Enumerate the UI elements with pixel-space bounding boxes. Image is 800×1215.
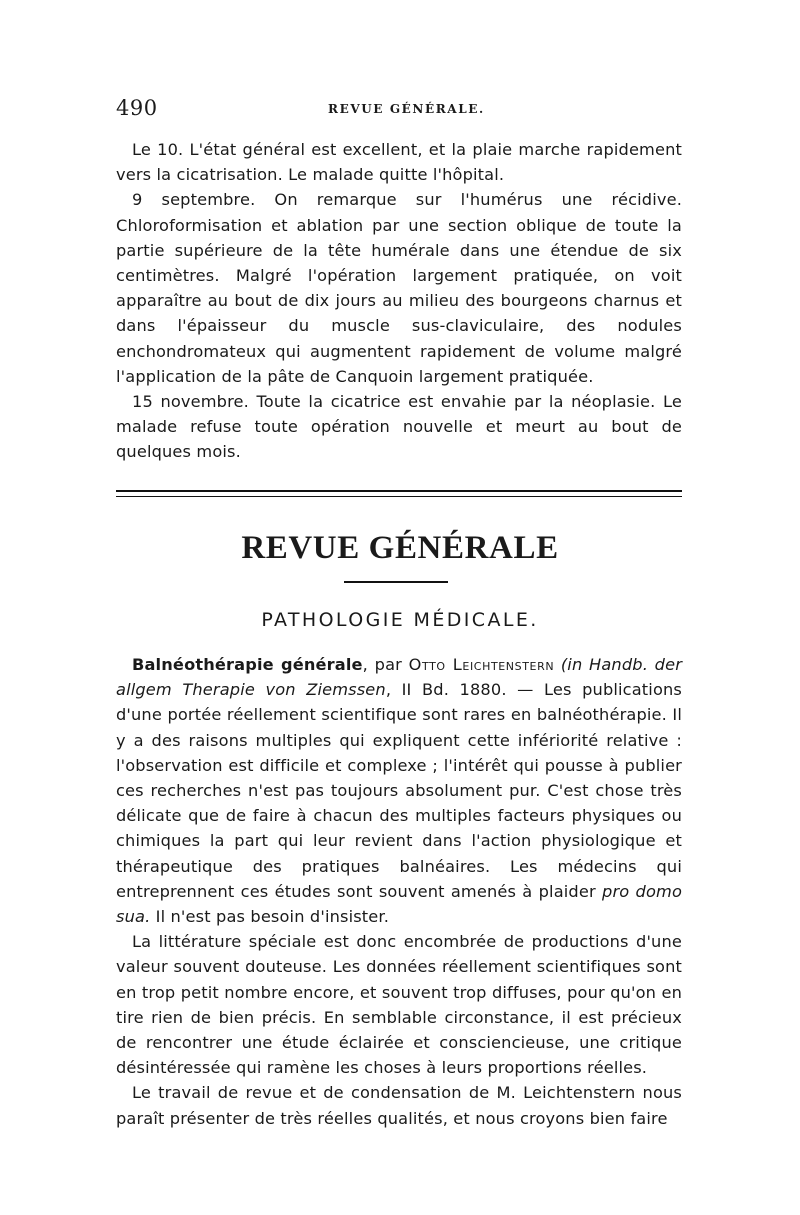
- article-citation-rest: , II Bd. 1880. —: [385, 680, 534, 700]
- case-report-text: [116, 137, 682, 465]
- byline-connector: , par: [362, 655, 409, 674]
- running-title: REVUE GÉNÉRALE.: [328, 102, 485, 116]
- article-text-end: Il n'est pas besoin d'insister.: [150, 907, 390, 927]
- case-paragraph: 15 novembre. Toute la cicatrice est envahie par la néoplasie. Le malade refuse toute opération nouvelle et meurt au bout de quelques mois.: [116, 392, 682, 462]
- article-text-start: Les publications d'une portée réellement scientifique sont rares en balnéothérapie. Il y a des raisons multiples qui expliquent cette infériorité relative : l'observation est difficile et complexe ; l'intérêt qui pousse à publier ces recherches n'est pas toujours absolument pur. C'est chose très délicate que de faire à chacun des multiples facteurs physiques ou chimiques la part qui leur revient dans l'action physiologique et thérapeutique des pratiques balnéaires. Les médecins qui entreprennent ces études sont souvent amenés à plaider: [116, 680, 682, 901]
- subsection-title: PATHOLOGIE MÉDICALE.: [261, 609, 539, 631]
- article-paragraph: La littérature spéciale est donc encombrée de productions d'une valeur souvent douteuse. Les données réellement scientifiques sont en trop petit nombre encore, et souvent trop diffuses, pour qu'on en tire rien de bien précis. En semblable circonstance, il est précieux de rencontrer une étude éclairée et consciencieuse, une critique désintéressée qui ramène les choses à leurs proportions réelles.: [116, 932, 682, 1078]
- section-title: REVUE GÉNÉRALE: [241, 530, 559, 566]
- article-heading: Balnéothérapie générale: [132, 655, 363, 674]
- case-paragraph: 9 septembre. On remarque sur l'humérus une récidive. Chloroformisation et ablation par une section oblique de toute la partie supérieure de la tête humérale dans une étendue de six centimètres. Malgré l'opération largement pratiquée, on voit apparaître au bout de dix jours au milieu des bourgeons charnus et dans l'épaisseur du muscle sus-claviculaire, des nodules enchondromateux qui augmentent rapidement de volume malgré l'application de la pâte de Canquoin largement pratiquée.: [116, 190, 682, 386]
- title-underline: [344, 581, 448, 583]
- latin-phrase: pro domo sua.: [116, 881, 683, 927]
- section-divider-thick: [116, 490, 682, 492]
- article-citation: (in Handb. der allgem Therapie von Ziemssen: [116, 655, 682, 700]
- article-paragraph: [116, 652, 682, 929]
- section-divider-thin: [116, 496, 682, 497]
- article-paragraph: Le travail de revue et de condensation de M. Leichtenstern nous paraît présenter de très réelles qualités, et nous croyons bien faire: [116, 1083, 682, 1128]
- case-paragraph: Le 10. L'état général est excellent, et la plaie marche rapidement vers la cicatrisation. Le malade quitte l'hôpital.: [116, 140, 682, 185]
- page-number: 490: [116, 96, 158, 120]
- running-head: [116, 96, 682, 126]
- article-text: [116, 652, 682, 1131]
- article-author: Otto Leichtenstern: [408, 655, 555, 674]
